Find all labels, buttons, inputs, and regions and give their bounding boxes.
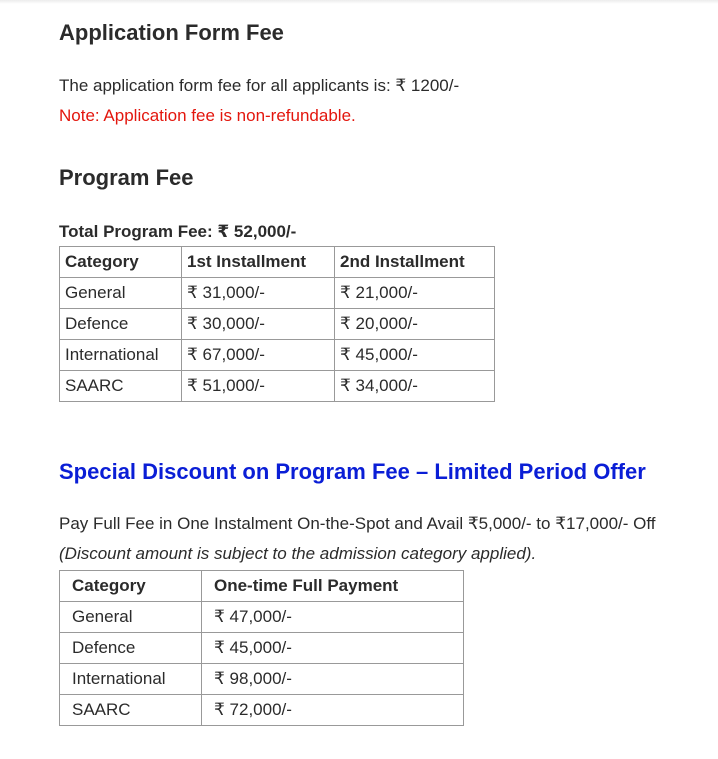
second-installment-cell: ₹ 34,000/- <box>335 371 495 402</box>
program-fee-table <box>59 246 495 402</box>
category-cell: International <box>60 664 202 695</box>
table-row <box>60 695 464 726</box>
category-cell: International <box>60 340 182 371</box>
discount-offer-text: Pay Full Fee in One Instalment On-the-Spot and Avail ₹5,000/- to ₹17,000/- Off <box>59 514 656 533</box>
table-row <box>60 633 464 664</box>
table-row <box>60 309 495 340</box>
table-row <box>60 278 495 309</box>
application-fee-note: Note: Application fee is non-refundable. <box>59 106 356 125</box>
full-payment-cell: ₹ 47,000/- <box>202 602 464 633</box>
discount-note: (Discount amount is subject to the admission category applied). <box>59 544 537 563</box>
column-header-1st-installment: 1st Installment <box>182 247 335 278</box>
full-payment-cell: ₹ 45,000/- <box>202 633 464 664</box>
category-cell: SAARC <box>60 371 182 402</box>
full-payment-cell: ₹ 72,000/- <box>202 695 464 726</box>
application-fee-heading: Application Form Fee <box>59 20 284 45</box>
column-header-2nd-installment: 2nd Installment <box>335 247 495 278</box>
table-row <box>60 340 495 371</box>
second-installment-cell: ₹ 45,000/- <box>335 340 495 371</box>
second-installment-cell: ₹ 20,000/- <box>335 309 495 340</box>
category-cell: General <box>60 278 182 309</box>
first-installment-cell: ₹ 51,000/- <box>182 371 335 402</box>
table-row <box>60 602 464 633</box>
first-installment-cell: ₹ 31,000/- <box>182 278 335 309</box>
application-fee-text: The application form fee for all applicants is: ₹ 1200/- <box>59 76 460 95</box>
top-shadow-divider <box>0 0 718 4</box>
total-program-fee: Total Program Fee: ₹ 52,000/- <box>59 222 297 241</box>
category-cell: Defence <box>60 633 202 664</box>
first-installment-cell: ₹ 30,000/- <box>182 309 335 340</box>
program-fee-heading: Program Fee <box>59 165 194 190</box>
table-row <box>60 664 464 695</box>
table-row <box>60 371 495 402</box>
category-cell: Defence <box>60 309 182 340</box>
second-installment-cell: ₹ 21,000/- <box>335 278 495 309</box>
special-discount-heading: Special Discount on Program Fee – Limited Period Offer <box>59 459 646 484</box>
column-header-category: Category <box>60 571 202 602</box>
discount-fee-table <box>59 570 464 726</box>
table-header-row <box>60 247 495 278</box>
first-installment-cell: ₹ 67,000/- <box>182 340 335 371</box>
category-cell: SAARC <box>60 695 202 726</box>
column-header-category: Category <box>60 247 182 278</box>
table-header-row <box>60 571 464 602</box>
category-cell: General <box>60 602 202 633</box>
full-payment-cell: ₹ 98,000/- <box>202 664 464 695</box>
column-header-one-time-payment: One-time Full Payment <box>202 571 464 602</box>
